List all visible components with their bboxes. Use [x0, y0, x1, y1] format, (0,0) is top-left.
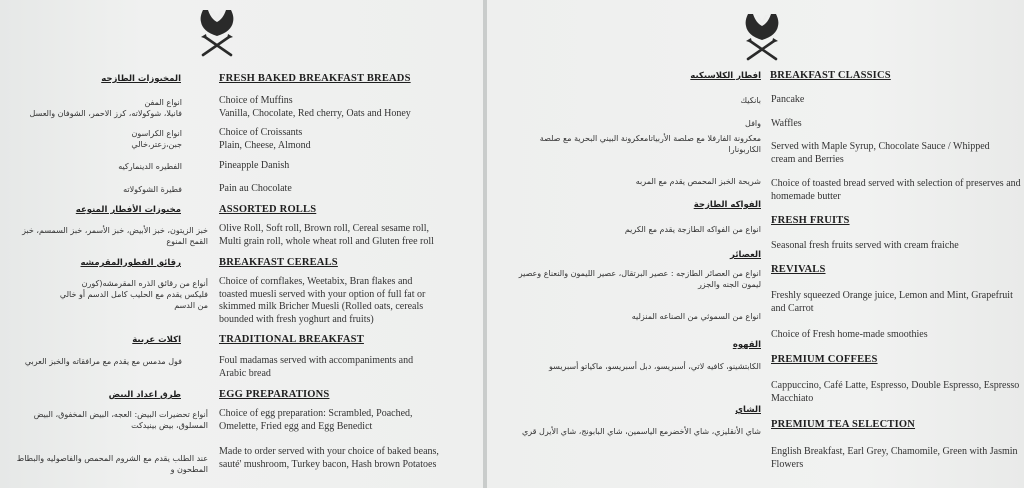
section-heading-revivals: REVIVALS	[771, 264, 826, 275]
menu-item-pain-au-chocolate: Pain au Chocolate	[219, 183, 292, 194]
menu-item-waffles: Waffles	[771, 118, 802, 129]
menu-item-arabic: الكابتشينو، كافيه لاتي، أسبريسو، دبل أسبريسو، ماكياتو أسبريسو	[549, 362, 761, 371]
menu-item-arabic: فول مدمس مع يقدم مع مرافقاته والخبز العربي	[24, 357, 182, 366]
menu-item-croissants: Choice of Croissants Plain, Cheese, Almond	[219, 127, 311, 151]
section-heading-assorted-rolls: ASSORTED ROLLS	[219, 204, 317, 215]
menu-item-pancake: Pancake	[771, 94, 805, 105]
restaurant-logo-icon	[742, 10, 782, 62]
menu-item-arabic: شريحة الخبز المحمص يقدم مع المربه	[635, 177, 761, 186]
section-heading-arabic: افطار الكلاسيكيه	[690, 71, 761, 81]
section-heading-arabic: الشاي	[735, 405, 761, 415]
menu-item-arabic: انواع من العصائر الطازجه : عصير البرتقال، عصير الليمون والنعناع وعصير ليمون الجنه والجزر	[518, 269, 761, 289]
menu-item-egg-preparation: Choice of egg preparation: Scrambled, Poached, Omelette, Fried egg and Egg Benedict	[219, 408, 413, 432]
menu-item-served-with-maple-syrup: Served with Maple Syrup, Chocolate Sauce / Whipped cream and Berries	[771, 141, 990, 165]
section-heading-arabic: رقائق الفطورالمقرمشه	[80, 258, 181, 268]
section-heading-arabic: اكلات عربية	[132, 335, 181, 345]
menu-item-arabic: معكرونة الفارفلا مع صلصة الأربياتامعكرونة البيني البحرية مع صلصة الكاربونارا	[539, 134, 761, 154]
menu-item-arabic: أنواع من رقائق الذره المقرمشه(كورن فليكس يقدم مع الحليب كامل الدسم أو خالي من الدسم	[59, 279, 208, 310]
menu-item-coffees: Cappuccino, Café Latte, Espresso, Double Espresso, Espresso Macchiato	[771, 380, 1020, 404]
menu-item-arabic: خبز الزيتون، خبز الأبيض، خبز الأسمر، خبز السمسم، خبز القمح المنوع	[22, 226, 208, 246]
section-heading-arabic: القهوه	[732, 340, 761, 350]
section-heading-breakfast-classics: BREAKFAST CLASSICS	[770, 70, 891, 81]
menu-item-arabic: شاي الأنقليزي، شاي الأخضرمع الياسمين، شاي البابونج، شاي الأيرل قري	[521, 427, 761, 436]
menu-item-arabic: انواع من السموثي من الصناعه المنزليه	[631, 312, 761, 321]
menu-item-arabic: فطيرة الشوكولاته	[123, 185, 182, 194]
menu-item-teas: English Breakfast, Earl Grey, Chamomile, Green with Jasmin Flowers	[771, 446, 1018, 470]
menu-item-arabic: انواع المفن فانيلا، شوكولاته، كرز الاحمر، الشوفان والعسل	[29, 98, 182, 118]
section-heading-arabic: طرق اعداد البيض	[108, 390, 181, 400]
menu-item-pineapple-danish: Pineapple Danish	[219, 160, 290, 171]
section-heading-arabic: المخبوزات الطازجه	[101, 74, 181, 84]
section-heading-arabic: الفواكه الطازجة	[693, 200, 761, 210]
section-heading-traditional-breakfast: TRADITIONAL BREAKFAST	[219, 334, 364, 345]
section-heading-fresh-baked-breads: FRESH BAKED BREAKFAST BREADS	[219, 73, 411, 84]
section-heading-arabic: مخبوزات الأفطار المنوعه	[75, 205, 181, 215]
menu-item-arabic: بانكيك	[740, 96, 761, 105]
restaurant-logo-icon	[197, 6, 237, 58]
menu-item-made-to-order: Made to order served with your choice of baked beans, sauté' mushroom, Turkey bacon, Hash brown Potatoes	[219, 446, 439, 470]
menu-item-toasted-bread: Choice of toasted bread served with selection of preserves and homemade butter	[771, 178, 1021, 202]
menu-item-breakfast-cereals: Choice of cornflakes, Weetabix, Bran flakes and toasted muesli served with your option of full fat or skimmed milk Bricher Muesli (Rolled oats, cereals bounded with fresh yoghurt and fruits)	[219, 276, 426, 325]
menu-item-arabic: وافل	[745, 119, 761, 128]
menu-item-arabic: انواع من الفواكه الطازجة يقدم مع الكريم	[624, 225, 761, 234]
menu-item-arabic: الفطيره الدينماركيه	[118, 162, 182, 171]
menu-item-smoothies: Choice of Fresh home-made smoothies	[771, 329, 928, 340]
menu-item-arabic: عند الطلب يقدم مع الشروم المحمص والفاصوليه والبطاط المطحون و	[16, 454, 208, 474]
menu-item-arabic: انواع الكراسون جبن،زعتر،خالي	[131, 129, 182, 149]
section-heading-arabic: العصائر	[730, 250, 761, 260]
menu-item-arabic: أنواع تحضيرات البيض: العجه، البيض المخفوق، البيض المسلوق، بيض بينيدكت	[33, 410, 208, 430]
section-heading-egg-preparations: EGG PREPARATIONS	[219, 389, 330, 400]
menu-item-seasonal-fruits: Seasonal fresh fruits served with cream fraiche	[771, 240, 959, 251]
section-heading-breakfast-cereals: BREAKFAST CEREALS	[219, 257, 338, 268]
menu-item-foul-madamas: Foul madamas served with accompaniments and Arabic bread	[219, 355, 414, 379]
menu-item-muffins: Choice of Muffins Vanilla, Chocolate, Red cherry, Oats and Honey	[219, 95, 411, 119]
menu-item-fresh-juices: Freshly squeezed Orange juice, Lemon and Mint, Grapefruit and Carrot	[771, 290, 1013, 314]
section-heading-fresh-fruits: FRESH FRUITS	[771, 215, 850, 226]
section-heading-premium-coffees: PREMIUM COFFEES	[771, 354, 878, 365]
section-heading-premium-tea-selection: PREMIUM TEA SELECTION	[771, 419, 916, 430]
menu-item-assorted-rolls: Olive Roll, Soft roll, Brown roll, Cereal sesame roll, Multi grain roll, whole wheat roll and Gluten free roll	[219, 223, 434, 247]
